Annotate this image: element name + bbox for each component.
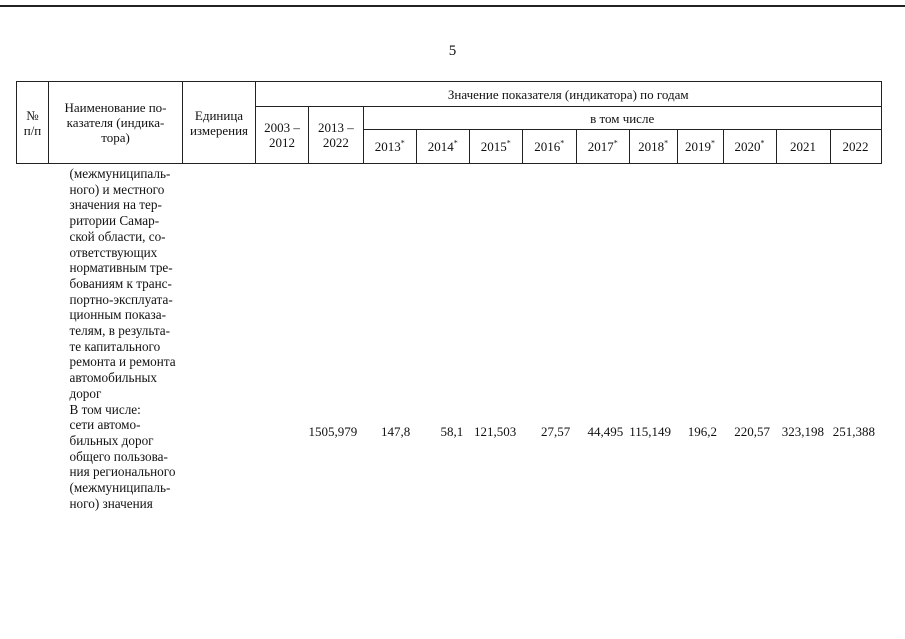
year-2020: 2020* [723, 130, 776, 164]
value-2019: 196,2 [687, 424, 718, 440]
header-values-by-year: Значение показателя (индикатора) по годам [256, 82, 882, 107]
year-2022: 2022 [830, 130, 881, 164]
header-period-2: 2013 – 2022 [309, 107, 364, 164]
value-total-2013-2022: 1505,979 [308, 424, 358, 440]
year-2018: 2018* [629, 130, 677, 164]
header-including: в том числе [363, 107, 881, 130]
table-row-continuation [17, 164, 882, 402]
year-2014: 2014* [416, 130, 469, 164]
header-unit: Единица измерения [183, 82, 256, 164]
year-2019: 2019* [677, 130, 723, 164]
header-num: № п/п [17, 82, 49, 164]
year-2015: 2015* [469, 130, 522, 164]
header-period-1: 2003 – 2012 [256, 107, 309, 164]
value-2015: 121,503 [474, 424, 517, 440]
value-2021: 323,198 [781, 424, 825, 440]
value-2016: 27,57 [541, 424, 571, 440]
table-row-subitem [17, 417, 882, 511]
in-that-number-label: В том числе: [69, 401, 141, 417]
top-rule [0, 5, 905, 7]
value-2017: 44,495 [587, 424, 624, 440]
page-number: 5 [448, 43, 457, 59]
value-2014: 58,1 [440, 424, 464, 440]
subitem-text: сети автомо- бильных дорог общего пользова- ния регионального (межмуниципаль- ного) значения [69, 417, 176, 511]
value-2020: 220,57 [734, 424, 771, 440]
year-2021: 2021 [776, 130, 830, 164]
continuation-text: (межмуниципаль- ного) и местного значения на тер- ритории Самар- ской области, со- ответствующих нормативным тре- бованиям к транс- портно-эксплуата- ционным показа- телям, в результа- те капитального ремонта и ремонта автомобильных дорог [69, 166, 176, 401]
header-name: Наименование по- казателя (индика- тора) [49, 82, 183, 164]
year-2013: 2013* [363, 130, 416, 164]
indicator-table [16, 81, 882, 511]
year-2017: 2017* [576, 130, 629, 164]
table-row-in-that-number [17, 402, 882, 418]
value-2022: 251,388 [832, 424, 876, 440]
value-2013: 147,8 [381, 424, 411, 440]
value-2018: 115,149 [629, 424, 672, 440]
year-2016: 2016* [522, 130, 576, 164]
